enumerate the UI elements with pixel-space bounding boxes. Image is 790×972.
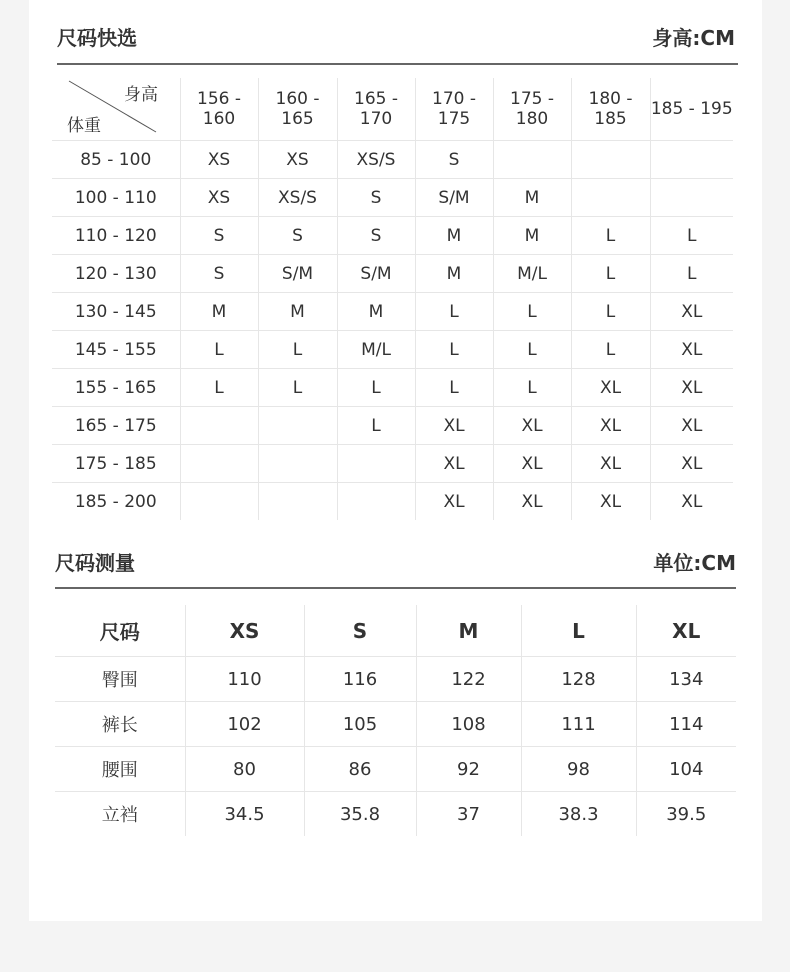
measurement-label-cell: 腰围 [55, 747, 185, 792]
size-cell [650, 179, 733, 217]
height-range-header: 185 - 195 [650, 78, 733, 141]
size-cell [258, 483, 337, 521]
height-unit-label: 身高:CM [652, 26, 735, 50]
measurement-value-cell: 38.3 [521, 792, 636, 837]
measurement-value-cell: 92 [416, 747, 521, 792]
measurement-value-cell: 128 [521, 657, 636, 702]
measurement-label-cell: 裤长 [55, 702, 185, 747]
size-cell: L [571, 293, 650, 331]
size-quick-select-table [52, 78, 733, 520]
size-cell: XL [415, 483, 493, 521]
weight-range-cell: 155 - 165 [52, 369, 180, 407]
size-cell: M [180, 293, 258, 331]
size-cell: S/M [415, 179, 493, 217]
size-cell: M [337, 293, 415, 331]
size-cell: XL [571, 407, 650, 445]
weight-range-cell: 185 - 200 [52, 483, 180, 521]
measurement-value-cell: 105 [304, 702, 416, 747]
measurement-value-cell: 122 [416, 657, 521, 702]
measurement-value-cell: 34.5 [185, 792, 304, 837]
measurement-title: 尺码测量 [55, 551, 135, 575]
size-cell: M [493, 179, 571, 217]
measurement-value-cell: 39.5 [666, 803, 707, 825]
height-range-header: 160 - 165 [258, 78, 337, 141]
size-cell: XL [571, 445, 650, 483]
size-cell [180, 445, 258, 483]
size-column-header: 尺码 [55, 605, 185, 657]
table-row [55, 702, 736, 747]
weight-range-cell: 110 - 120 [52, 217, 180, 255]
weight-range-cell: 175 - 185 [52, 445, 180, 483]
size-cell [180, 483, 258, 521]
size-header-cell: XS [185, 605, 304, 657]
size-cell: M [415, 217, 493, 255]
weight-range-cell: 100 - 110 [52, 179, 180, 217]
measurement-value-cell: 116 [304, 657, 416, 702]
size-cell: L [180, 331, 258, 369]
size-cell: L [415, 293, 493, 331]
weight-range-cell: 85 - 100 [52, 141, 180, 179]
size-header-cell: XL [636, 605, 736, 657]
size-cell: L [337, 407, 415, 445]
size-cell: L [180, 369, 258, 407]
size-header-cell: L [521, 605, 636, 657]
measurement-value-cell: 98 [521, 747, 636, 792]
size-cell [650, 141, 733, 179]
size-cell [258, 407, 337, 445]
size-cell [337, 445, 415, 483]
size-cell [493, 141, 571, 179]
measurement-value-cell: 80 [185, 747, 304, 792]
table-row [52, 179, 733, 217]
size-cell: M/L [493, 255, 571, 293]
measurement-value-cell: 102 [185, 702, 304, 747]
table-row [52, 141, 733, 179]
size-measurement-table [55, 605, 736, 836]
table-row [52, 445, 733, 483]
height-range-header: 156 - 160 [180, 78, 258, 141]
quick-header-row [52, 78, 733, 141]
table-row [52, 407, 733, 445]
size-cell: L [415, 331, 493, 369]
size-cell: S [337, 179, 415, 217]
size-cell: XL [650, 407, 733, 445]
measurement-value-cell: 86 [304, 747, 416, 792]
measurement-header [55, 546, 736, 576]
size-cell: XL [493, 445, 571, 483]
size-cell: XS/S [258, 179, 337, 217]
measurement-value-cell: 108 [416, 702, 521, 747]
weight-range-cell: 120 - 130 [52, 255, 180, 293]
size-cell: XL [650, 369, 733, 407]
size-cell: XL [650, 293, 733, 331]
size-cell [180, 407, 258, 445]
size-cell: S/M [337, 255, 415, 293]
table-row [52, 255, 733, 293]
size-cell: S [258, 217, 337, 255]
size-cell [571, 179, 650, 217]
height-range-header: 180 - 185 [571, 78, 650, 141]
table-row [55, 792, 736, 837]
table-row [52, 369, 733, 407]
size-cell: XL [493, 407, 571, 445]
size-cell: XL [415, 407, 493, 445]
size-cell: XL [571, 483, 650, 521]
size-cell: XS [180, 179, 258, 217]
size-cell: XS [258, 141, 337, 179]
size-cell: S/M [258, 255, 337, 293]
quick-select-header [57, 21, 735, 51]
size-cell: M [493, 217, 571, 255]
size-cell: L [415, 369, 493, 407]
measurement-value-cell: 134 [636, 657, 736, 702]
size-cell: L [571, 217, 650, 255]
measurement-divider [55, 587, 736, 589]
size-cell: L [258, 369, 337, 407]
size-cell: L [493, 331, 571, 369]
size-cell: L [258, 331, 337, 369]
size-cell: XL [571, 369, 650, 407]
table-row [55, 657, 736, 702]
size-cell: XL [493, 483, 571, 521]
size-cell [571, 141, 650, 179]
size-cell: XL [650, 331, 733, 369]
height-range-header: 170 - 175 [415, 78, 493, 141]
corner-header-cell [52, 78, 180, 141]
size-header-cell: S [304, 605, 416, 657]
measurement-header-row [55, 605, 736, 657]
height-range-header: 175 - 180 [493, 78, 571, 141]
size-cell: XL [650, 445, 733, 483]
size-cell: M [415, 255, 493, 293]
table-row [55, 747, 736, 792]
size-cell: L [650, 217, 733, 255]
size-cell [258, 445, 337, 483]
size-cell: L [493, 369, 571, 407]
size-header-cell: M [416, 605, 521, 657]
measurement-value-cell: 35.8 [304, 792, 416, 837]
measurement-value-cell: 111 [521, 702, 636, 747]
weight-range-cell: 165 - 175 [52, 407, 180, 445]
size-cell: XL [681, 491, 703, 512]
size-cell: XS [180, 141, 258, 179]
size-cell: S [337, 217, 415, 255]
size-cell: S [180, 217, 258, 255]
corner-weight-label: 体重 [67, 116, 101, 136]
table-row [52, 293, 733, 331]
measurement-value-cell: 104 [636, 747, 736, 792]
size-cell: M/L [337, 331, 415, 369]
quick-select-divider [57, 63, 738, 65]
quick-select-title: 尺码快选 [57, 26, 137, 50]
size-cell: L [337, 369, 415, 407]
measurement-value-cell: 110 [185, 657, 304, 702]
size-cell: L [650, 255, 733, 293]
height-range-header: 165 - 170 [337, 78, 415, 141]
size-cell: M [258, 293, 337, 331]
measurement-label-cell: 立裆 [55, 792, 185, 837]
size-cell: L [571, 331, 650, 369]
measurement-value-cell: 37 [416, 792, 521, 837]
measurement-unit-label: 单位:CM [653, 551, 736, 575]
size-cell: L [493, 293, 571, 331]
size-cell: XS/S [337, 141, 415, 179]
table-row [52, 331, 733, 369]
size-cell: XL [415, 445, 493, 483]
size-cell: L [571, 255, 650, 293]
measurement-label-cell: 臀围 [55, 657, 185, 702]
weight-range-cell: 130 - 145 [52, 293, 180, 331]
weight-range-cell: 145 - 155 [52, 331, 180, 369]
table-row [52, 483, 733, 521]
size-cell: S [180, 255, 258, 293]
corner-height-label: 身高 [124, 85, 158, 105]
size-cell [337, 483, 415, 521]
size-cell: S [415, 141, 493, 179]
table-row [52, 217, 733, 255]
measurement-value-cell: 114 [636, 702, 736, 747]
